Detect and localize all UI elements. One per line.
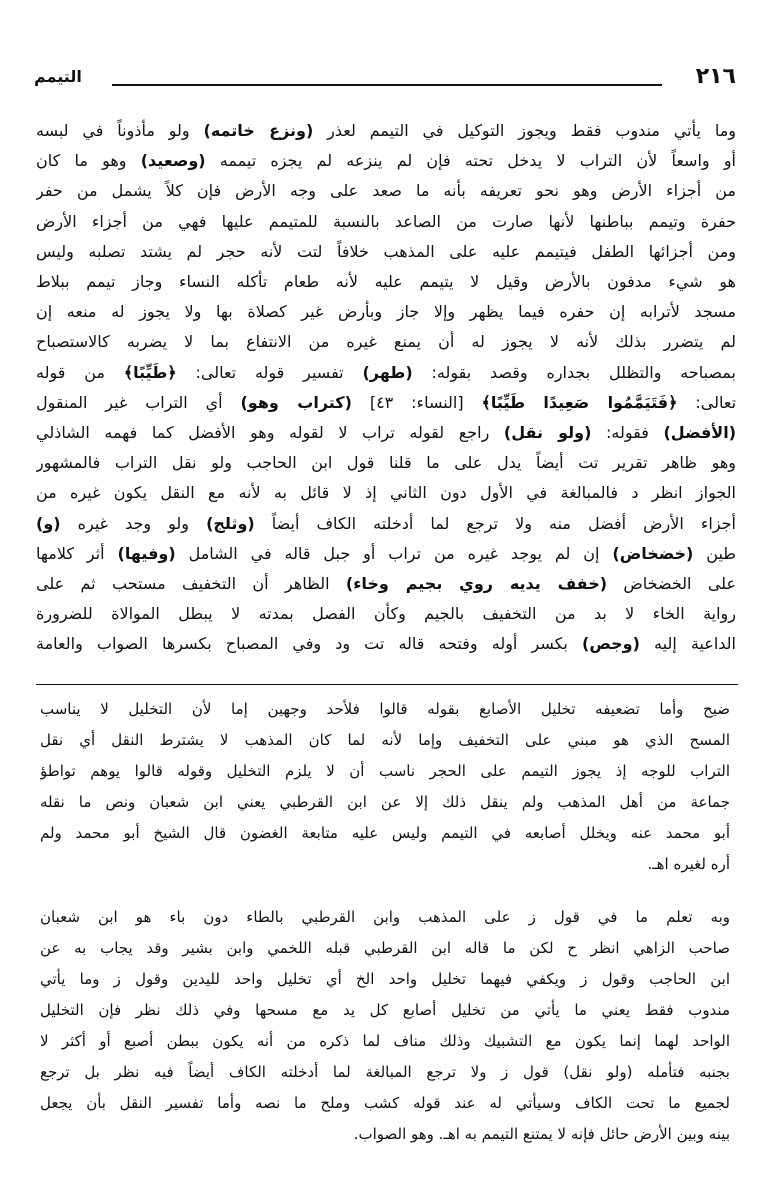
footnote-line: أبو محمد عنه ويخلل أصابعه في التيمم وليس عليه متابعة الغضون قال الشيخ أبو محمد ولم	[40, 824, 730, 842]
main-text-line	[36, 448, 736, 478]
bold-term: (وجص)	[582, 634, 640, 654]
main-text-line	[36, 297, 736, 327]
text-segment: أو واسعاً لأن التراب لا يدخل تحته فإن لم ينزعه لم يجزه تيممه	[205, 151, 736, 171]
main-text-line	[36, 509, 736, 539]
text-segment: من قوله	[36, 362, 124, 382]
text-segment: وما يأتي مندوب فقط ويجوز التوكيل في التيمم لعذر	[313, 121, 736, 140]
text-segment: طين	[693, 543, 736, 563]
text-segment: الداعية إليه	[639, 634, 736, 654]
text-segment: فقوله:	[591, 423, 664, 443]
main-text-line	[36, 539, 736, 569]
text-segment: أجزاء الأرض أفضل منه ولا ترجع لما أدخلته الكاف أيضاً	[254, 513, 736, 533]
main-text-line	[36, 418, 736, 448]
footnote-line: صاحب الزاهي انظر ح لكن ما قاله ابن القرطبي قبله اللخمي وابن بشير وقد يجاب به عن	[40, 939, 730, 957]
main-text-line	[36, 388, 736, 418]
footnote-divider	[36, 684, 738, 685]
text-segment: حفرة وتيمم بباطنها لأنها صارت من الصاعد بالنسبة للمتيمم عليها فهي من أجزاء الأرض	[36, 211, 736, 231]
main-text-line	[36, 116, 736, 146]
footnote-line: الواحد لهما إنما يكون مع التشبيك وذلك مناف لما ذكره من أنه يكون ببطن أصبع أو أكثر لا	[40, 1032, 730, 1050]
bold-term: ﴿طَيِّبًا﴾	[123, 362, 177, 382]
text-segment: رواية الخاء لا بد من التخفيف بالجيم وكأن الفصل بمدته لا يبطل الموالاة للضرورة	[36, 604, 736, 624]
bold-term: (كتراب وهو)	[240, 392, 352, 412]
footnote-line: أره لغيره اهـ.	[647, 855, 730, 873]
text-segment: من أجزاء الأرض وهو نحو تعريفه بأنه ما صعد على وجه الأرض فإن كلاً يشمل من حفر	[36, 181, 736, 201]
bold-term: (وثلج)	[206, 513, 255, 533]
text-segment: وهو ما كان	[36, 151, 141, 171]
main-text-line	[36, 146, 736, 176]
text-segment: وهو ظاهر تقرير تت أيضاً يدل على ما قلنا قول ابن الحاجب ولو نقل التراب فالمشهور	[36, 453, 736, 473]
footnote-line: ضيح وأما تضعيفه تخليل الأصابع بقوله قالوا فلأحد وجهين إما لأن التخليل لا يناسب	[40, 700, 730, 718]
text-segment: أثر كلامها	[36, 543, 118, 563]
main-text	[36, 116, 736, 660]
text-segment: تعالى:	[677, 392, 736, 412]
text-segment: تفسير قوله تعالى:	[176, 362, 363, 382]
bold-term: (ولو نقل)	[503, 423, 592, 443]
text-segment: ومن أجزائها الطفل فيتيمم عليه على المذهب خلافاً لتت لأنه حجر لم يشتد تصلبه وليس	[36, 241, 736, 261]
footnotes	[40, 694, 730, 1150]
main-text-line	[36, 207, 736, 237]
text-segment: [النساء: ٤٣]	[351, 392, 482, 412]
footnote-line: مندوب فقط يعني ما يأتي من تخليل أصابع كل يد مع مسحها وفي ذلك نظر فإن التخليل	[40, 1001, 730, 1019]
main-text-line	[36, 267, 736, 297]
main-text-line	[36, 358, 736, 388]
main-text-line	[36, 237, 736, 267]
running-title: التيمم	[34, 67, 82, 86]
footnote-line: التراب للوجه إذ يجوز التيمم على الحجر ناسب أن لا يلزم التخليل وقوله قالوا يوهم تواطؤ	[40, 762, 730, 780]
text-segment: لم يتضرر بذلك لأنه لا يجوز له أن يمنع غيره من الانتفاع بما لا يضربه كالاستصباح	[36, 332, 736, 352]
main-text-line	[36, 629, 736, 659]
main-text-line	[36, 327, 736, 357]
bold-term: (طهر)	[362, 362, 413, 382]
footnote-line: جماعة من أهل المذهب ولم ينقل ذلك إلا عن ابن القرطبي يعني ابن شعبان ونص ما نقله	[40, 793, 730, 811]
footnote-line: المسح الذي هو مبني على التخفيف وإما لأنه لما كان المذهب لا يشترط النقل أي نقل	[40, 731, 730, 749]
text-segment: مسجد لأترابه إن حفره فيما يظهر وإلا جاز وبأرض غير كصلاة بها ولا يجوز له منعه إن	[36, 302, 736, 322]
text-segment: على الخضخاض	[607, 574, 736, 594]
footnote-line: لجميع ما تحت الكاف وسيأتي له عند قوله كشب وملح ما نصه وأما تفسير النقل بأن يجعل	[40, 1094, 730, 1112]
text-segment: إن لم يوجد غيره من تراب أو جبل قاله في الشامل	[175, 543, 613, 563]
bold-term: (وفيها)	[117, 543, 176, 563]
paragraph-gap	[40, 880, 730, 902]
footnote-line: بينه وبين الأرض حائل فإنه لا يمتنع التيمم به اهـ. وهو الصواب.	[353, 1125, 730, 1143]
text-segment: بمصباحه والتظلل بجداره وقصد بقوله:	[412, 362, 736, 382]
main-text-line	[36, 478, 736, 508]
text-segment: الجواز انظر د فالمبالغة في الأول دون الثاني إذ لا قائل به لأنه مع النقل يكون غيره من	[36, 483, 736, 503]
text-segment: هو شيء مدفون بالأرض وقيل لا يتيمم عليه لأنه طعام تأكله النساء وجاز تيمم ببلاط	[36, 272, 736, 292]
footnote-line: وبه تعلم ما في قول ز على المذهب وابن القرطبي بالطاء دون باء هو ابن شعبان	[40, 908, 730, 926]
bold-term: (خضخاض)	[612, 543, 694, 563]
main-text-line	[36, 176, 736, 206]
bold-term: (و)	[36, 513, 61, 533]
page-header	[34, 62, 736, 98]
text-segment: ولو وجد غيره	[60, 513, 207, 533]
text-segment: أي التراب غير المنقول	[36, 392, 241, 412]
text-segment: بكسر أوله وفتحه قاله تت ود وفي المصباح بكسرها الصواب والعامة	[36, 634, 582, 654]
text-segment: راجع لقوله تراب لا لقوله وهو الأفضل كما فهمه الشاذلي	[36, 423, 504, 443]
text-segment: ولو مأذوناً في لبسه	[36, 121, 204, 140]
bold-term: (وصعيد)	[140, 151, 206, 171]
bold-term: ﴿فَتَيَمَّمُوا صَعِيدًا طَيِّبًا﴾	[481, 392, 678, 412]
bold-term: (ونزع خاتمه)	[203, 121, 314, 140]
bold-term: (خفف يديه روي بجيم وخاء)	[345, 574, 608, 594]
text-segment: الظاهر أن التخفيف مستحب ثم على	[36, 574, 346, 594]
header-rule	[112, 84, 662, 86]
main-text-line	[36, 569, 736, 599]
main-text-line	[36, 599, 736, 629]
footnote-line: بجنبه فتأمله (ولو نقل) قول ز ولا ترجع المبالغة لما أدخلته الكاف أيضاً فيه نظر بل ترجع	[40, 1063, 730, 1081]
bold-term: (الأفضل)	[663, 423, 736, 443]
footnote-line: ابن الحاجب وقول ز ويكفي فيهما تخليل واحد الخ أي تخليل واحد لليدين وقول ز وما يأتي	[40, 970, 730, 988]
page-number: ٢١٦	[695, 64, 736, 89]
